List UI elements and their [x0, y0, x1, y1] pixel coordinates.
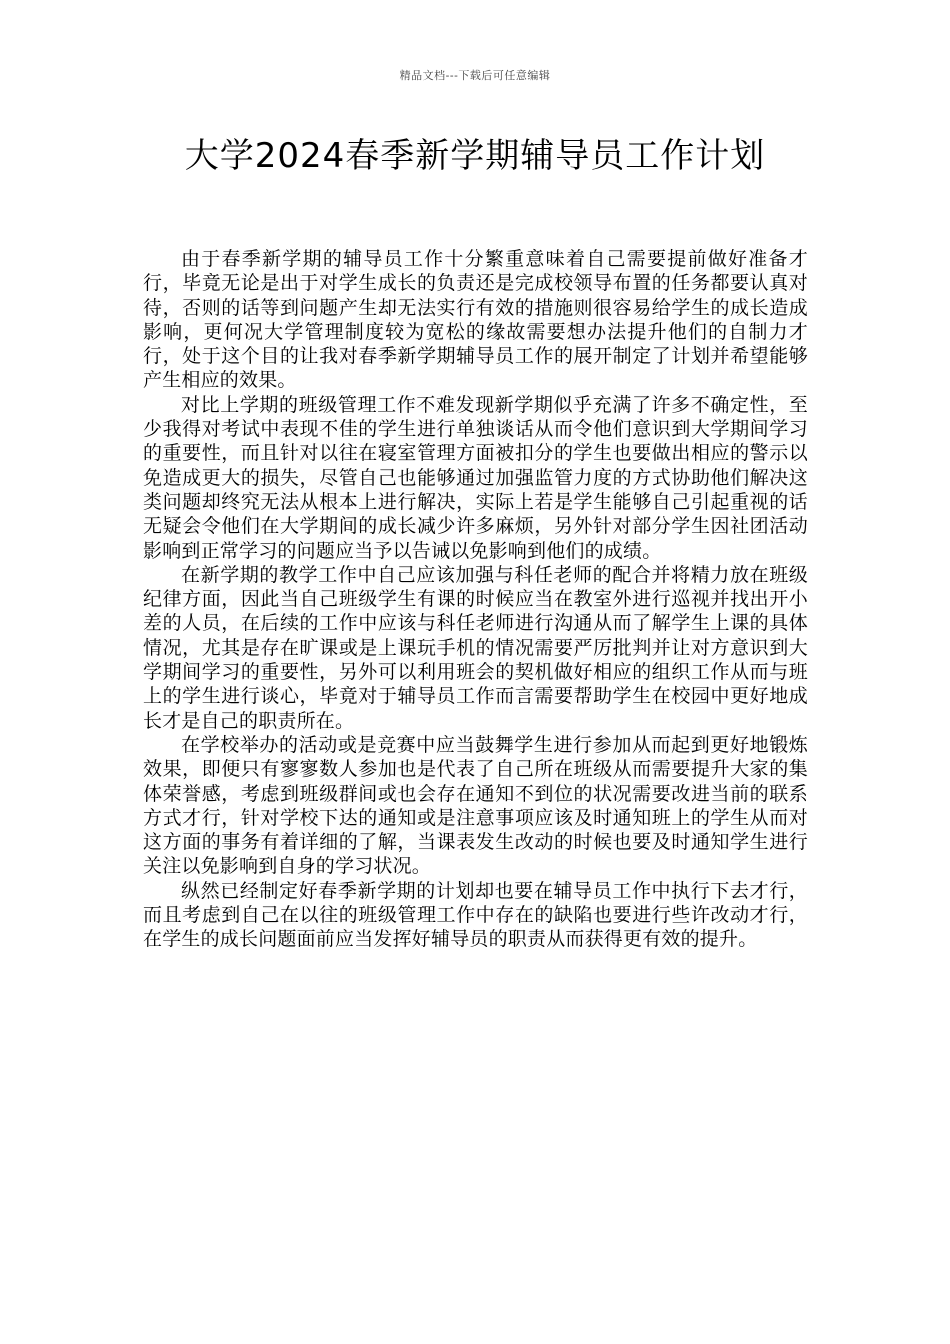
body-paragraph-1: 由于春季新学期的辅导员工作十分繁重意味着自己需要提前做好准备才行，毕竟无论是出于对学生成长的负责还是完成校领导布置的任务都要认真对待，否则的话等到问题产生却无法实行有效的措施则很容易给学生的成长造成影响，更何况大学管理制度较为宽松的缘故需要想办法提升他们的自制力才行，处于这个目的让我对春季新学期辅导员工作的展开制定了计划并希望能够产生相应的效果。	[143, 248, 808, 392]
body-paragraph-2: 对比上学期的班级管理工作不难发现新学期似乎充满了许多不确定性，至少我得对考试中表现不佳的学生进行单独谈话从而令他们意识到大学期间学习的重要性，而且针对以往在寝室管理方面被扣分的学生也要做出相应的警示以免造成更大的损失，尽管自己也能够通过加强监管力度的方式协助他们解决这类问题却终究无法从根本上进行解决，实际上若是学生能够自己引起重视的话无疑会令他们在大学期间的成长减少许多麻烦，另外针对部分学生因社团活动影响到正常学习的问题应当予以告诫以免影响到他们的成绩。	[143, 393, 808, 562]
page-header-note: 精品文档---下载后可任意编辑	[399, 69, 551, 82]
document-body	[143, 247, 808, 952]
body-paragraph-4: 在学校举办的活动或是竞赛中应当鼓舞学生进行参加从而起到更好地锻炼效果，即便只有寥寥数人参加也是代表了自己所在班级从而需要提升大家的集体荣誉感，考虑到班级群间或也会存在通知不到位的状况需要改进当前的联系方式才行，针对学校下达的通知或是注意事项应该及时通知班上的学生从而对这方面的事务有着详细的了解，当课表发生改动的时候也要及时通知学生进行关注以免影响到自身的学习状况。	[143, 733, 808, 878]
document-title: 大学2024春季新学期辅导员工作计划	[184, 136, 766, 176]
body-paragraph-5: 纵然已经制定好春季新学期的计划却也要在辅导员工作中执行下去才行，而且考虑到自己在以往的班级管理工作中存在的缺陷也要进行些许改动才行，在学生的成长问题面前应当发挥好辅导员的职责从而获得更有效的提升。	[143, 879, 808, 951]
body-paragraph-3: 在新学期的教学工作中自己应该加强与科任老师的配合并将精力放在班级纪律方面，因此当自己班级学生有课的时候应当在教室外进行巡视并找出开小差的人员，在后续的工作中应该与科任老师进行沟通从而了解学生上课的具体情况，尤其是存在旷课或是上课玩手机的情况需要严厉批判并让对方意识到大学期间学习的重要性，另外可以利用班会的契机做好相应的组织工作从而与班上的学生进行谈心，毕竟对于辅导员工作而言需要帮助学生在校园中更好地成长才是自己的职责所在。	[143, 563, 808, 732]
